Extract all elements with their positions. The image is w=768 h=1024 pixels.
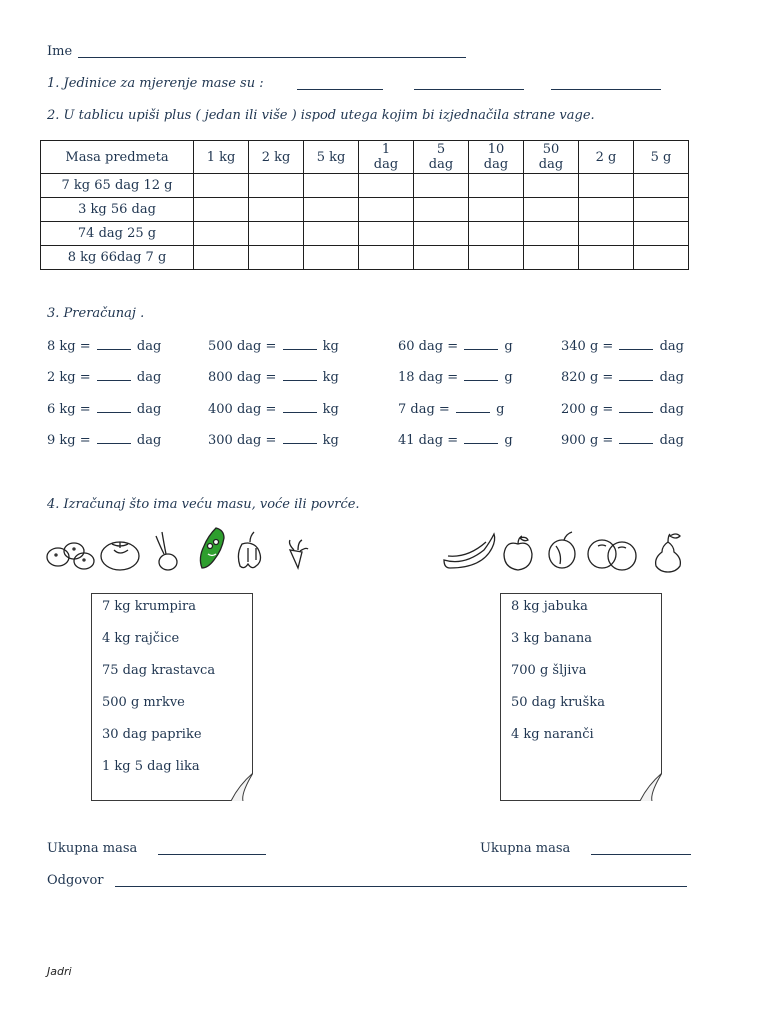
conversion-item <box>47 370 161 385</box>
conversion-blank[interactable] <box>283 370 317 381</box>
oranges-icon <box>588 540 636 570</box>
conversion-unit: dag <box>659 402 684 417</box>
table-row <box>41 174 689 198</box>
plum-icon <box>549 532 575 568</box>
potatoes-icon <box>47 543 94 569</box>
apple-icon <box>504 536 532 570</box>
table-header-cell <box>524 141 579 174</box>
weight-answer-cell[interactable] <box>249 246 304 270</box>
conversion-left: 500 dag = <box>208 339 277 354</box>
conversion-unit: dag <box>659 339 684 354</box>
weight-answer-cell[interactable] <box>634 174 689 198</box>
conversion-blank[interactable] <box>283 433 317 444</box>
conversion-unit: g <box>504 370 513 385</box>
table-row <box>41 222 689 246</box>
conversion-blank[interactable] <box>283 339 317 350</box>
conversion-left: 820 g = <box>561 370 614 385</box>
fruit-icons <box>440 526 715 574</box>
table-header-cell <box>414 141 469 174</box>
weight-answer-cell[interactable] <box>414 198 469 222</box>
weight-answer-cell[interactable] <box>304 222 359 246</box>
object-mass-cell: 3 kg 56 dag <box>41 198 194 222</box>
conversion-unit: dag <box>136 370 162 385</box>
task1-text: 1. Jedinice za mjerenje mase su : <box>47 76 264 91</box>
object-mass-cell: 8 kg 66dag 7 g <box>41 246 194 270</box>
list-item: 7 kg krumpira <box>102 599 196 614</box>
conversion-blank[interactable] <box>464 370 498 381</box>
conversion-item <box>561 433 684 448</box>
weight-answer-cell[interactable] <box>634 246 689 270</box>
table-header-cell: Masa predmeta <box>41 141 194 174</box>
conversion-left: 6 kg = <box>47 402 91 417</box>
name-field[interactable] <box>78 57 466 58</box>
weight-answer-cell[interactable] <box>249 174 304 198</box>
weight-answer-cell[interactable] <box>524 246 579 270</box>
list-item: 30 dag paprike <box>102 727 202 742</box>
total-mass-vegetables-label: Ukupna masa <box>47 841 138 856</box>
conversion-item <box>208 433 339 448</box>
conversion-unit: kg <box>322 402 339 417</box>
weight-answer-cell[interactable] <box>194 222 249 246</box>
fruits-note <box>500 593 662 801</box>
conversion-unit: kg <box>322 433 339 448</box>
weight-answer-cell[interactable] <box>414 246 469 270</box>
conversion-unit: kg <box>322 370 339 385</box>
conversion-blank[interactable] <box>619 339 653 350</box>
conversion-blank[interactable] <box>619 370 653 381</box>
banana-icon <box>444 534 495 568</box>
weight-answer-cell[interactable] <box>304 198 359 222</box>
answer-label: Odgovor <box>47 873 104 888</box>
conversion-blank[interactable] <box>464 433 498 444</box>
conversion-item <box>208 402 339 417</box>
conversion-unit: dag <box>659 433 684 448</box>
table-row <box>41 198 689 222</box>
name-label: Ime <box>47 44 73 59</box>
conversion-left: 7 dag = <box>398 402 450 417</box>
list-item: 500 g mrkve <box>102 695 185 710</box>
conversion-unit: g <box>504 433 513 448</box>
total-mass-fruits-field[interactable] <box>591 854 691 855</box>
weight-answer-cell[interactable] <box>249 198 304 222</box>
weight-answer-cell[interactable] <box>194 174 249 198</box>
weight-answer-cell[interactable] <box>524 174 579 198</box>
conversion-item <box>208 370 339 385</box>
conversion-blank[interactable] <box>97 370 131 381</box>
vegetable-icons <box>44 524 334 574</box>
header-10dag: 10 dag <box>483 142 509 172</box>
answer-field[interactable] <box>115 886 687 887</box>
conversion-unit: g <box>496 402 505 417</box>
pear-icon <box>656 534 681 572</box>
list-item: 700 g šljiva <box>511 663 587 678</box>
weight-answer-cell[interactable] <box>634 198 689 222</box>
conversion-blank[interactable] <box>456 402 490 413</box>
conversion-left: 300 dag = <box>208 433 277 448</box>
author-signature: Jadri <box>47 965 72 978</box>
task3-title: 3. Preračunaj . <box>47 306 145 321</box>
weight-answer-cell[interactable] <box>469 222 524 246</box>
weight-answer-cell[interactable] <box>304 246 359 270</box>
weight-answer-cell[interactable] <box>579 222 634 246</box>
pepper-icon <box>238 532 260 568</box>
header-50dag: 50 dag <box>538 142 564 172</box>
onion-icon <box>156 532 177 570</box>
list-item: 8 kg jabuka <box>511 599 588 614</box>
conversion-unit: g <box>504 339 513 354</box>
conversion-left: 800 dag = <box>208 370 277 385</box>
weight-answer-cell[interactable] <box>524 222 579 246</box>
conversion-item <box>561 339 684 354</box>
conversion-blank[interactable] <box>619 433 653 444</box>
total-mass-vegetables-field[interactable] <box>158 854 266 855</box>
table-header-cell <box>469 141 524 174</box>
conversion-item <box>398 402 504 417</box>
weight-answer-cell[interactable] <box>579 198 634 222</box>
unit-blank-3[interactable] <box>551 89 661 90</box>
task2-text: 2. U tablicu upiši plus ( jedan ili više ) ispod utega kojim bi izjednačila strane vage. <box>47 108 595 123</box>
conversion-blank[interactable] <box>97 433 131 444</box>
page-curl-icon <box>231 773 253 801</box>
weight-answer-cell[interactable] <box>469 198 524 222</box>
table-header-row <box>41 141 689 174</box>
table-row <box>41 246 689 270</box>
conversion-blank[interactable] <box>97 402 131 413</box>
weight-answer-cell[interactable] <box>359 174 414 198</box>
list-item: 4 kg rajčice <box>102 631 180 646</box>
carrot-icon <box>290 540 309 568</box>
weight-answer-cell[interactable] <box>634 222 689 246</box>
page-curl-icon <box>640 773 662 801</box>
list-item: 75 dag krastavca <box>102 663 216 678</box>
conversion-left: 200 g = <box>561 402 614 417</box>
tomato-icon <box>101 542 139 570</box>
list-item: 50 dag kruška <box>511 695 605 710</box>
conversion-item <box>47 402 161 417</box>
weight-answer-cell[interactable] <box>579 246 634 270</box>
table-header-cell: 1 kg <box>194 141 249 174</box>
conversion-left: 900 g = <box>561 433 614 448</box>
weight-answer-cell[interactable] <box>469 246 524 270</box>
list-item: 3 kg banana <box>511 631 593 646</box>
weight-answer-cell[interactable] <box>579 174 634 198</box>
object-mass-cell: 74 dag 25 g <box>41 222 194 246</box>
task4-title: 4. Izračunaj što ima veću masu, voće ili povrće. <box>47 497 360 512</box>
vegetables-note <box>91 593 253 801</box>
weight-answer-cell[interactable] <box>359 246 414 270</box>
conversion-item <box>561 402 684 417</box>
weight-answer-cell[interactable] <box>249 222 304 246</box>
conversion-left: 8 kg = <box>47 339 91 354</box>
table-header-cell: 5 g <box>634 141 689 174</box>
conversion-left: 2 kg = <box>47 370 91 385</box>
conversion-blank[interactable] <box>619 402 653 413</box>
cucumber-icon <box>200 528 224 568</box>
conversion-left: 9 kg = <box>47 433 91 448</box>
conversion-blank[interactable] <box>464 339 498 350</box>
conversion-item <box>561 370 684 385</box>
conversion-left: 340 g = <box>561 339 614 354</box>
weight-answer-cell[interactable] <box>359 222 414 246</box>
conversion-blank[interactable] <box>283 402 317 413</box>
weight-answer-cell[interactable] <box>469 174 524 198</box>
weight-answer-cell[interactable] <box>414 174 469 198</box>
conversion-unit: dag <box>136 433 162 448</box>
conversion-left: 400 dag = <box>208 402 277 417</box>
weight-answer-cell[interactable] <box>359 198 414 222</box>
conversion-blank[interactable] <box>97 339 131 350</box>
weights-table <box>40 140 689 270</box>
conversion-unit: dag <box>136 339 162 354</box>
conversion-unit: dag <box>659 370 684 385</box>
unit-blank-1[interactable] <box>297 89 383 90</box>
weight-answer-cell[interactable] <box>524 198 579 222</box>
total-mass-fruits-label: Ukupna masa <box>480 841 571 856</box>
conversion-left: 60 dag = <box>398 339 459 354</box>
conversion-item <box>398 433 513 448</box>
conversion-item <box>47 339 161 354</box>
conversion-item <box>398 339 513 354</box>
table-header-cell <box>359 141 414 174</box>
unit-blank-2[interactable] <box>414 89 524 90</box>
list-item: 1 kg 5 dag lika <box>102 759 200 774</box>
header-1dag: 1 dag <box>373 142 399 172</box>
weight-answer-cell[interactable] <box>414 222 469 246</box>
table-header-cell: 5 kg <box>304 141 359 174</box>
conversion-item <box>47 433 161 448</box>
conversion-item <box>398 370 513 385</box>
list-item: 4 kg naranči <box>511 727 594 742</box>
table-header-cell: 2 kg <box>249 141 304 174</box>
object-mass-cell: 7 kg 65 dag 12 g <box>41 174 194 198</box>
weight-answer-cell[interactable] <box>194 246 249 270</box>
table-header-cell: 2 g <box>579 141 634 174</box>
weight-answer-cell[interactable] <box>194 198 249 222</box>
conversion-item <box>208 339 339 354</box>
header-5dag: 5 dag <box>428 142 454 172</box>
conversion-left: 18 dag = <box>398 370 459 385</box>
conversion-left: 41 dag = <box>398 433 459 448</box>
conversion-unit: dag <box>136 402 162 417</box>
weight-answer-cell[interactable] <box>304 174 359 198</box>
conversion-unit: kg <box>322 339 339 354</box>
